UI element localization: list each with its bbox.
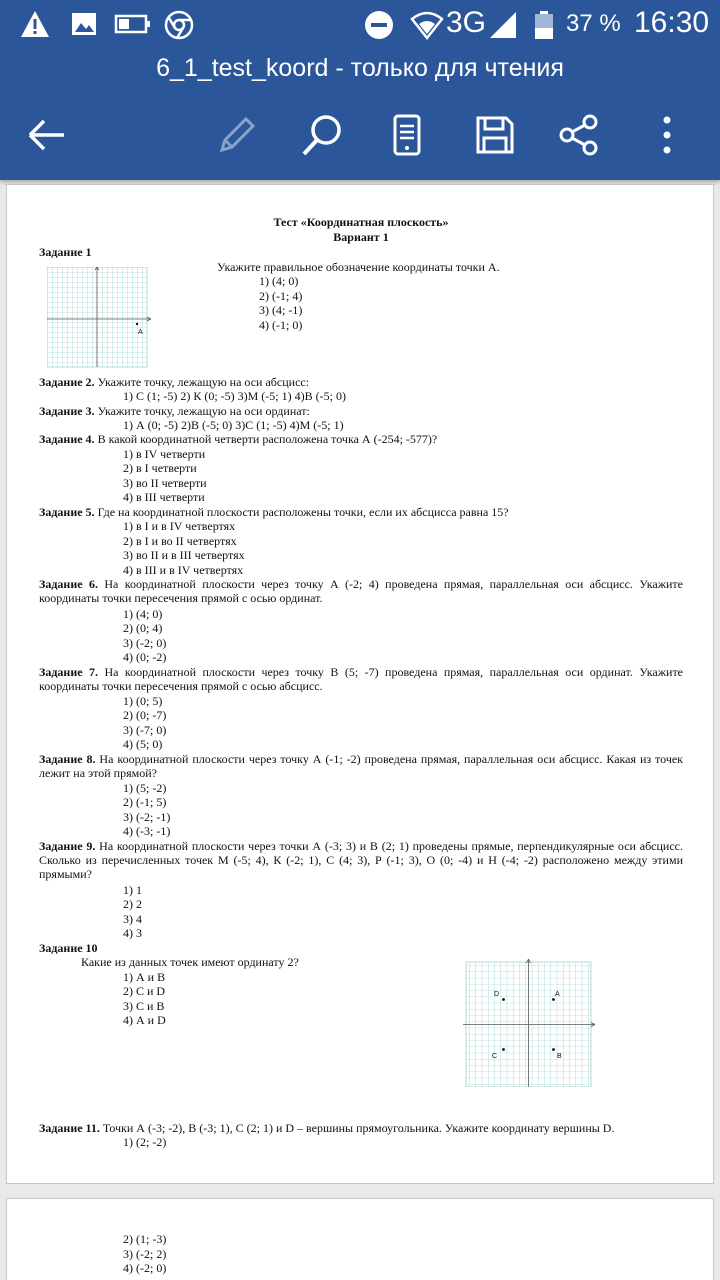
image-icon <box>70 10 98 43</box>
task7-option: 4) (5; 0) <box>123 737 163 751</box>
task4-head: Задание 4. <box>39 432 95 446</box>
task10-head: Задание 10 <box>39 941 98 955</box>
do-not-disturb-icon <box>364 10 394 45</box>
task1-option: 4) (-1; 0) <box>259 318 303 332</box>
document-page <box>6 184 714 1184</box>
task3-head: Задание 3. <box>39 404 95 418</box>
reading-view-icon[interactable] <box>382 110 432 160</box>
point-b-label: B <box>557 1053 562 1060</box>
pen-icon[interactable] <box>212 110 262 160</box>
task9-option: 3) 4 <box>123 912 142 926</box>
signal-icon <box>488 10 518 45</box>
task7-option: 1) (0; 5) <box>123 694 163 708</box>
task6-option: 2) (0; 4) <box>123 621 163 635</box>
task6-option: 3) (-2; 0) <box>123 636 167 650</box>
task9-option: 2) 2 <box>123 897 142 911</box>
task11-line <box>39 1121 614 1135</box>
search-icon[interactable] <box>298 110 348 160</box>
task11-option: 1) (2; -2) <box>123 1135 167 1149</box>
task8-paragraph <box>39 752 683 780</box>
task1-head: Задание 1 <box>39 245 92 259</box>
task10-graph <box>463 959 595 1092</box>
test-variant: Вариант 1 <box>333 230 389 244</box>
task9-paragraph <box>39 839 683 881</box>
task6-head: Задание 6. <box>39 577 98 591</box>
task1-question: Укажите правильное обозначение координаты точки А. <box>217 260 500 274</box>
task5-head: Задание 5. <box>39 505 95 519</box>
task5-line <box>39 505 509 519</box>
task5-option: 2) в I и во II четвертях <box>123 534 237 548</box>
task7-text: На координатной плоскости через точку В (5; -7) проведена прямая, параллельная оси ординат. Укажите координаты точки пересечения прямой с осью абсцисс. <box>39 665 684 693</box>
status-bar <box>0 0 720 48</box>
chrome-icon <box>164 10 194 45</box>
task10-option: 3) С и В <box>123 999 165 1013</box>
task5-option: 1) в I и в IV четвертях <box>123 519 236 533</box>
point-d-label: D <box>494 991 500 998</box>
task8-option: 2) (-1; 5) <box>123 795 167 809</box>
task4-text: В какой координатной четверти расположена точка А (-254; -577)? <box>94 432 438 446</box>
task10-option: 2) С и D <box>123 984 166 998</box>
share-icon[interactable] <box>554 110 604 160</box>
task6-paragraph <box>39 577 683 605</box>
task11-option: 2) (1; -3) <box>123 1232 167 1246</box>
task4-option: 3) во II четверти <box>123 476 207 490</box>
task7-head: Задание 7. <box>39 665 99 679</box>
warning-icon <box>20 10 50 43</box>
task2-text: Укажите точку, лежащую на оси абсцисс: <box>94 375 310 389</box>
task7-paragraph <box>39 665 683 693</box>
task5-text: Где на координатной плоскости расположены точки, если их абсцисса равна 15? <box>94 505 509 519</box>
task3-line <box>39 404 310 418</box>
back-arrow-icon[interactable] <box>22 110 72 160</box>
task4-line <box>39 432 437 446</box>
task10-option: 1) А и В <box>123 970 166 984</box>
task4-option: 4) в III четверти <box>123 490 205 504</box>
task9-option: 4) 3 <box>123 926 142 940</box>
task3-options: 1) А (0; -5) 2)В (-5; 0) 3)C (1; -5) 4)М (-5; 1) <box>123 418 344 432</box>
point-a-label: A <box>555 991 560 998</box>
task8-text: На координатной плоскости через точку А (-1; -2) проведена прямая, параллельная оси абсцисс. Какая из точек лежит на этой прямой? <box>39 752 684 780</box>
task9-option: 1) 1 <box>123 883 142 897</box>
battery-outline-icon <box>114 10 152 43</box>
task10-option: 4) А и D <box>123 1013 166 1027</box>
task1-option: 2) (-1; 4) <box>259 289 303 303</box>
task8-option: 1) (5; -2) <box>123 781 167 795</box>
battery-icon <box>534 10 554 45</box>
task11-head: Задание 11. <box>39 1121 100 1135</box>
test-title: Тест «Координатная плоскость» <box>273 215 449 229</box>
task1-option: 1) (4; 0) <box>259 274 299 288</box>
task8-option: 4) (-3; -1) <box>123 824 171 838</box>
task4-option: 1) в IV четверти <box>123 447 206 461</box>
app-bar <box>0 48 720 180</box>
task2-options: 1) С (1; -5) 2) К (0; -5) 3)M (-5; 1) 4)B (-5; 0) <box>123 389 346 403</box>
task10-question: Какие из данных точек имеют ординату 2? <box>81 955 299 969</box>
task9-text: На координатной плоскости через точки А (-3; 3) и В (2; 1) проведены прямые, перпендикулярные оси абсцисс. Сколько из перечисленных точек M (-5; 4), К (-2; 1), С (4; 3), Р (-1; 3), О (0; -4) и Н (-4; -2) расположено между этими прямыми? <box>39 839 683 881</box>
task6-option: 4) (0; -2) <box>123 650 167 664</box>
task11-option: 3) (-2; 2) <box>123 1247 167 1261</box>
task7-option: 2) (0; -7) <box>123 708 167 722</box>
task6-option: 1) (4; 0) <box>123 607 163 621</box>
battery-level: 37 % <box>566 10 621 37</box>
wifi-icon <box>410 10 444 45</box>
task2-line <box>39 375 309 389</box>
more-icon[interactable] <box>642 110 692 160</box>
task1-graph <box>47 267 151 376</box>
task11-option: 4) (-2; 0) <box>123 1261 167 1275</box>
clock: 16:30 <box>634 6 710 39</box>
task6-text: На координатной плоскости через точку А (-2; 4) проведена прямая, параллельная оси абсцисс. Укажите координаты точки пересечения прямой с осью ординат. <box>39 577 683 605</box>
point-a-label: A <box>138 329 143 336</box>
task11-text: Точки А (-3; -2), В (-3; 1), С (2; 1) и D – вершины прямоугольника. Укажите координату вершины D. <box>99 1121 615 1135</box>
task9-head: Задание 9. <box>39 839 96 853</box>
document-page-2 <box>6 1198 714 1280</box>
task2-head: Задание 2. <box>39 375 95 389</box>
task7-option: 3) (-7; 0) <box>123 723 167 737</box>
task5-option: 4) в III и в IV четвертях <box>123 563 244 577</box>
network-type: 3G <box>446 6 487 39</box>
document-title: 6_1_test_koord - только для чтения <box>156 54 564 82</box>
task8-head: Задание 8. <box>39 752 96 766</box>
task1-option: 3) (4; -1) <box>259 303 303 317</box>
point-c-label: C <box>492 1053 498 1060</box>
task5-option: 3) во II и в III четвертях <box>123 548 245 562</box>
save-icon[interactable] <box>470 110 520 160</box>
task4-option: 2) в I четверти <box>123 461 197 475</box>
task8-option: 3) (-2; -1) <box>123 810 171 824</box>
task3-text: Укажите точку, лежащую на оси ординат: <box>94 404 310 418</box>
